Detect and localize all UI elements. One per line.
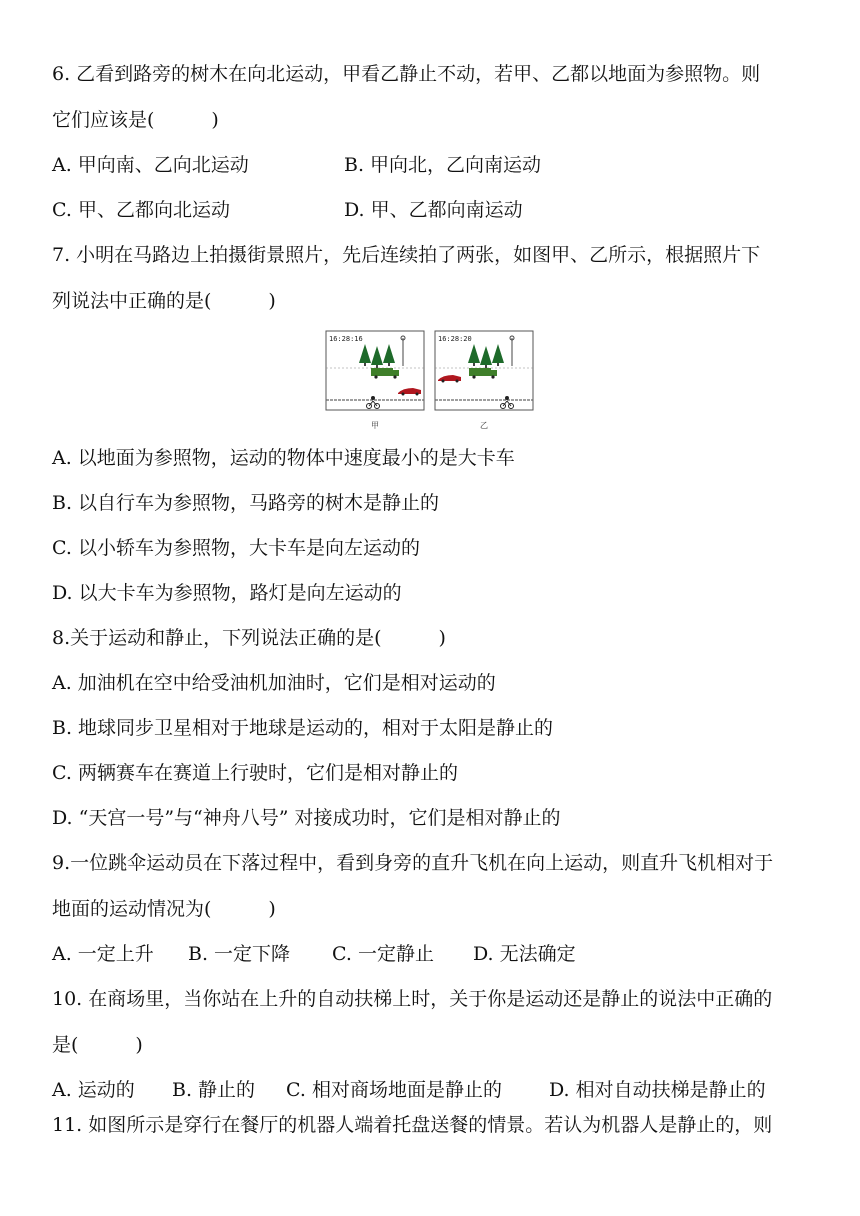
q6-option-a: A. 甲向南、乙向北运动 [52, 154, 249, 176]
q10-option-c: C. 相对商场地面是静止的 [286, 1079, 502, 1101]
q10-option-d: D. 相对自动扶梯是静止的 [549, 1079, 766, 1101]
q6-option-b: B. 甲向北，乙向南运动 [344, 154, 542, 176]
q10-stem-line1: 10. 在商场里，当你站在上升的自动扶梯上时，关于你是运动还是静止的说法中正确的 [52, 988, 773, 1010]
photo-yi [435, 331, 533, 410]
tree-icon [359, 344, 395, 368]
q10-option-a: A. 运动的 [52, 1079, 135, 1101]
photo-jia [326, 331, 424, 410]
q6-option-c: C. 甲、乙都向北运动 [52, 199, 230, 221]
q7-option-d: D. 以大卡车为参照物，路灯是向左运动的 [52, 582, 402, 604]
q10-option-b: B. 静止的 [172, 1079, 256, 1101]
q9-option-c: C. 一定静止 [332, 943, 434, 965]
q7-option-a: A. 以地面为参照物，运动的物体中速度最小的是大卡车 [52, 447, 515, 469]
q10-stem-line2: 是( ) [52, 1034, 143, 1056]
tree-icon [468, 344, 504, 368]
q8-option-a: A. 加油机在空中给受油机加油时，它们是相对运动的 [52, 672, 496, 694]
q9-stem-line2: 地面的运动情况为( ) [52, 898, 276, 920]
caption-jia: 甲 [371, 421, 379, 430]
q9-option-b: B. 一定下降 [188, 943, 291, 965]
q6-stem-line2: 它们应该是( ) [52, 109, 219, 131]
q8-option-c: C. 两辆赛车在赛道上行驶时，它们是相对静止的 [52, 762, 458, 784]
q9-option-a: A. 一定上升 [52, 943, 154, 965]
street-photos-figure [325, 330, 535, 432]
photo-yi-time: 16:28:20 [438, 335, 472, 343]
q9-stem-line1: 9.一位跳伞运动员在下落过程中，看到身旁的直升飞机在向上运动，则直升飞机相对于 [52, 852, 774, 874]
q8-stem: 8.关于运动和静止，下列说法正确的是( ) [52, 627, 446, 649]
q8-option-d: D. “天宫一号”与“神舟八号” 对接成功时，它们是相对静止的 [52, 807, 561, 829]
q9-option-d: D. 无法确定 [473, 943, 576, 965]
photo-jia-time: 16:28:16 [329, 335, 363, 343]
q6-option-d: D. 甲、乙都向南运动 [344, 199, 523, 221]
q11-stem-line1: 11. 如图所示是穿行在餐厅的机器人端着托盘送餐的情景。若认为机器人是静止的，则 [52, 1114, 773, 1136]
caption-yi: 乙 [480, 421, 488, 430]
q7-option-c: C. 以小轿车为参照物，大卡车是向左运动的 [52, 537, 420, 559]
q7-option-b: B. 以自行车为参照物，马路旁的树木是静止的 [52, 492, 440, 514]
q7-stem-line2: 列说法中正确的是( ) [52, 290, 276, 312]
q8-option-b: B. 地球同步卫星相对于地球是运动的，相对于太阳是静止的 [52, 717, 554, 739]
q7-stem-line1: 7. 小明在马路边上拍摄街景照片，先后连续拍了两张，如图甲、乙所示，根据照片下 [52, 244, 761, 266]
q6-stem-line1: 6. 乙看到路旁的树木在向北运动，甲看乙静止不动，若甲、乙都以地面为参照物。则 [52, 63, 761, 85]
